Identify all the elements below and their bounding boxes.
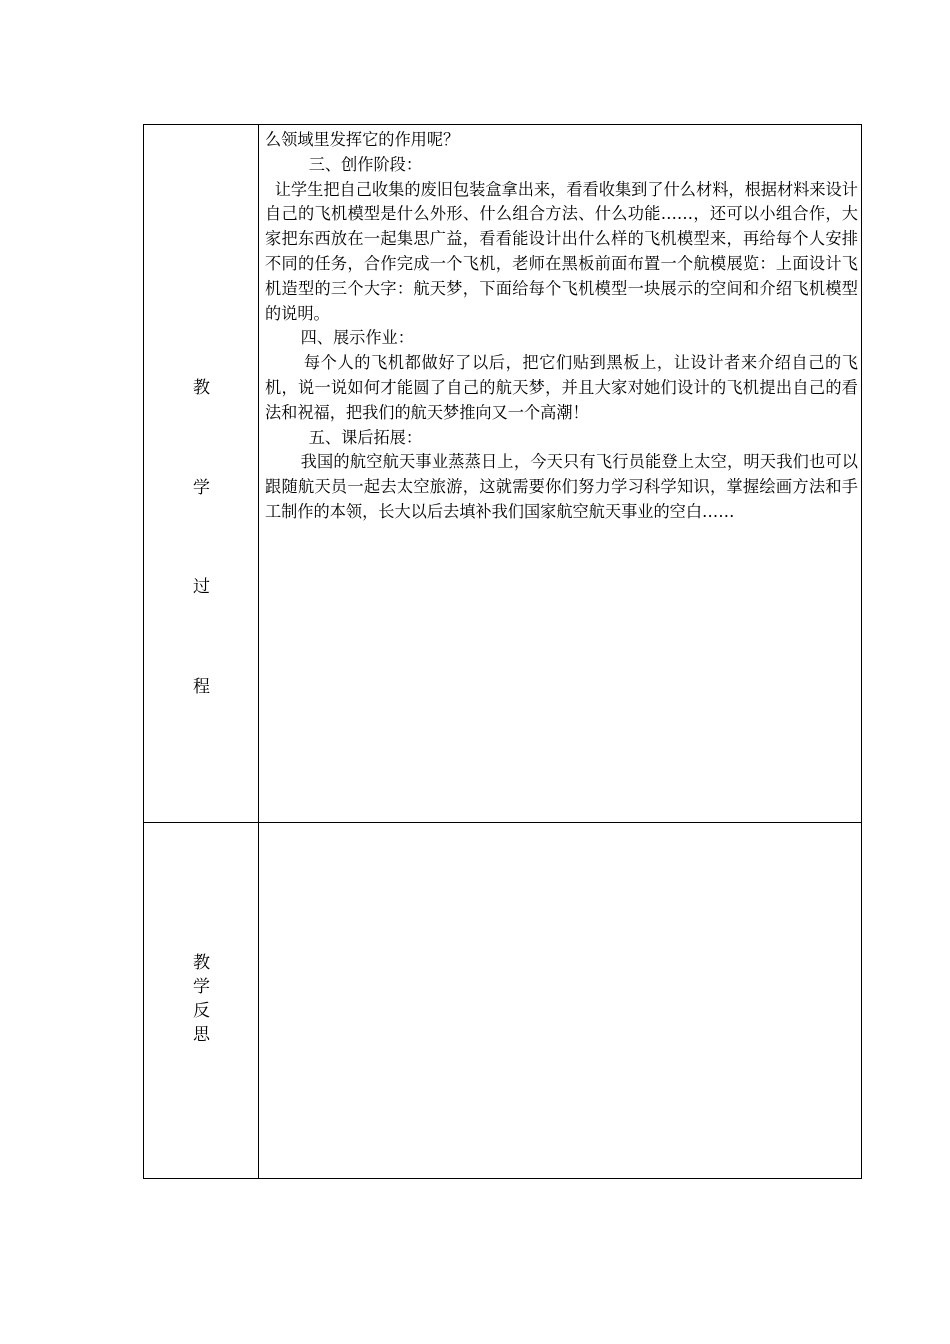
teaching-reflection-label-char: 学 <box>193 977 210 997</box>
teaching-process-label-char: 学 <box>193 478 210 498</box>
paragraph: 每个人的飞机都做好了以后，把它们贴到黑板上，让设计者来介绍自己的飞机，说一说如何才能圆了自己的航天梦，并且大家对她们设计的飞机提出自己的看法和祝福，把我们的航天梦推向又一个高潮！ <box>265 353 858 422</box>
teaching-process-label-char: 教 <box>193 378 210 398</box>
section-heading: 四、展示作业： <box>300 328 414 348</box>
teaching-reflection-label-char: 反 <box>193 1001 210 1021</box>
paragraph: 我国的航空航天事业蒸蒸日上，今天只有飞行员能登上太空，明天我们也可以跟随航天员一起去太空旅游，这就需要你们努力学习科学知识，掌握绘画方法和手工制作的本领，长大以后去填补我们国家航空航天事业的空白…… <box>265 452 858 521</box>
section-heading: 五、课后拓展： <box>308 427 423 447</box>
paragraph: 么领域里发挥它的作用呢？ <box>265 130 460 149</box>
lesson-plan-table <box>143 124 862 1179</box>
teaching-process-content-cell <box>259 125 861 822</box>
teaching-process-label-char: 过 <box>193 577 210 597</box>
teaching-process-row <box>144 125 861 823</box>
paragraph: 让学生把自己收集的废旧包装盒拿出来，看看收集到了什么材料，根据材料来设计自己的飞机模型是什么外形、什么组合方法、什么功能……，还可以小组合作，大家把东西放在一起集思广益，看看能设计出什么样的飞机模型来，再给每个人安排不同的任务，合作完成一个飞机，老师在黑板前面布置一个航模展览：上面设计飞机造型的三个大字：航天梦，下面给每个飞机模型一块展示的空间和介绍飞机模型的说明。 <box>265 179 858 323</box>
teaching-process-label-cell <box>144 125 259 822</box>
teaching-reflection-label-cell <box>144 823 259 1179</box>
section-heading: 三、创作阶段： <box>308 154 423 174</box>
teaching-reflection-row <box>144 823 861 1179</box>
teaching-reflection-label-char: 思 <box>193 1025 210 1045</box>
teaching-reflection-content-cell <box>259 823 861 1179</box>
teaching-reflection-label-char: 教 <box>193 953 210 973</box>
teaching-process-text <box>265 128 858 525</box>
teaching-reflection-label <box>144 951 259 1047</box>
teaching-process-label-char: 程 <box>193 677 210 697</box>
